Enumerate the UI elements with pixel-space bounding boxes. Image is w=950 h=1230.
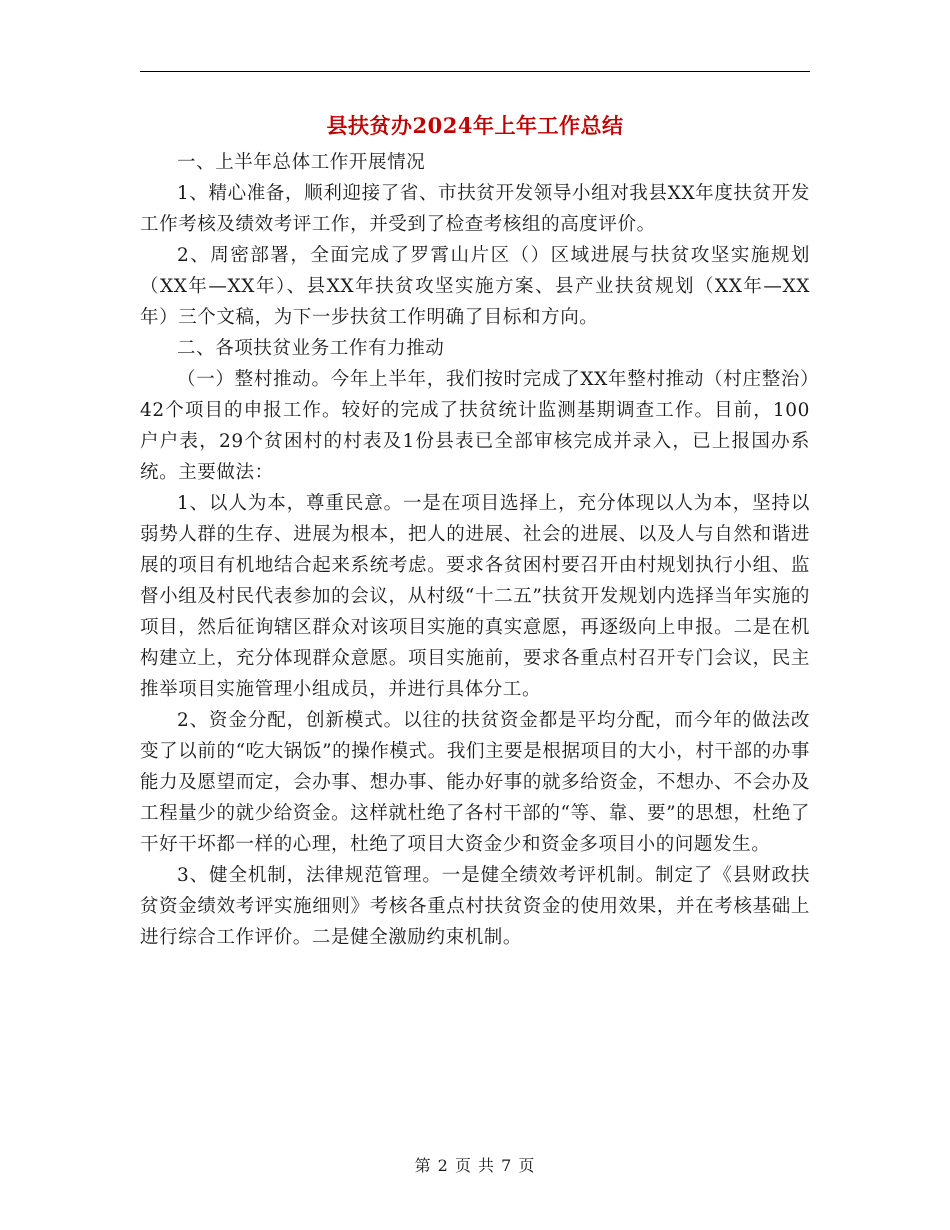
body-paragraph: 1、以人为本，尊重民意。一是在项目选择上，充分体现以人为本，坚持以弱势人群的生存、进展为根本，把人的进展、社会的进展、以及人与自然和谐进展的项目有机地结合起来系统考虑。要求各贫困村要召开由村规划执行小组、监督小组及村民代表参加的会议，从村级“十二五”扶贫开发规划内选择当年实施的项目，然后征询辖区群众对该项目实施的真实意愿，再逐级向上申报。二是在机构建立上，充分体现群众意愿。项目实施前，要求各重点村召开专门会议，民主推举项目实施管理小组成员，并进行具体分工。	[140, 493, 810, 700]
document-title: 县扶贫办2024年上年工作总结	[326, 113, 624, 138]
section-heading: 二、各项扶贫业务工作有力推动	[177, 338, 445, 359]
page-footer: 第 2 页 共 7 页	[414, 1156, 536, 1175]
section-heading: 一、上半年总体工作开展情况	[177, 152, 426, 173]
body-paragraph: 2、资金分配，创新模式。以往的扶贫资金都是平均分配，而今年的做法改变了以前的“吃大锅饭”的操作模式。我们主要是根据项目的大小，村干部的办事能力及愿望而定，会办事、想办事、能办好事的就多给资金，不想办、不会办及工程量少的就少给资金。这样就杜绝了各村干部的“等、靠、要”的思想，杜绝了干好干坏都一样的心理，杜绝了项目大资金少和资金多项目小的问题发生。	[140, 710, 810, 855]
header-rule	[140, 71, 810, 72]
body-paragraph: 3、健全机制，法律规范管理。一是健全绩效考评机制。制定了《县财政扶贫资金绩效考评实施细则》考核各重点村扶贫资金的使用效果，并在考核基础上进行综合工作评价。二是健全激励约束机制。	[140, 865, 810, 948]
body-paragraph: （一）整村推动。今年上半年，我们按时完成了XX年整村推动（村庄整治）42个项目的申报工作。较好的完成了扶贫统计监测基期调查工作。目前，100户户表，29个贫困村的村表及1份县表已全部审核完成并录入，已上报国办系统。主要做法：	[140, 369, 810, 483]
body-paragraph: 2、周密部署，全面完成了罗霄山片区（）区域进展与扶贫攻坚实施规划（XX年—XX年）、县XX年扶贫攻坚实施方案、县产业扶贫规划（XX年—XX年）三个文稿，为下一步扶贫工作明确了目标和方向。	[140, 245, 810, 328]
document-body	[140, 147, 810, 953]
body-paragraph: 1、精心准备，顺利迎接了省、市扶贫开发领导小组对我县XX年度扶贫开发工作考核及绩效考评工作，并受到了检查考核组的高度评价。	[140, 183, 810, 235]
